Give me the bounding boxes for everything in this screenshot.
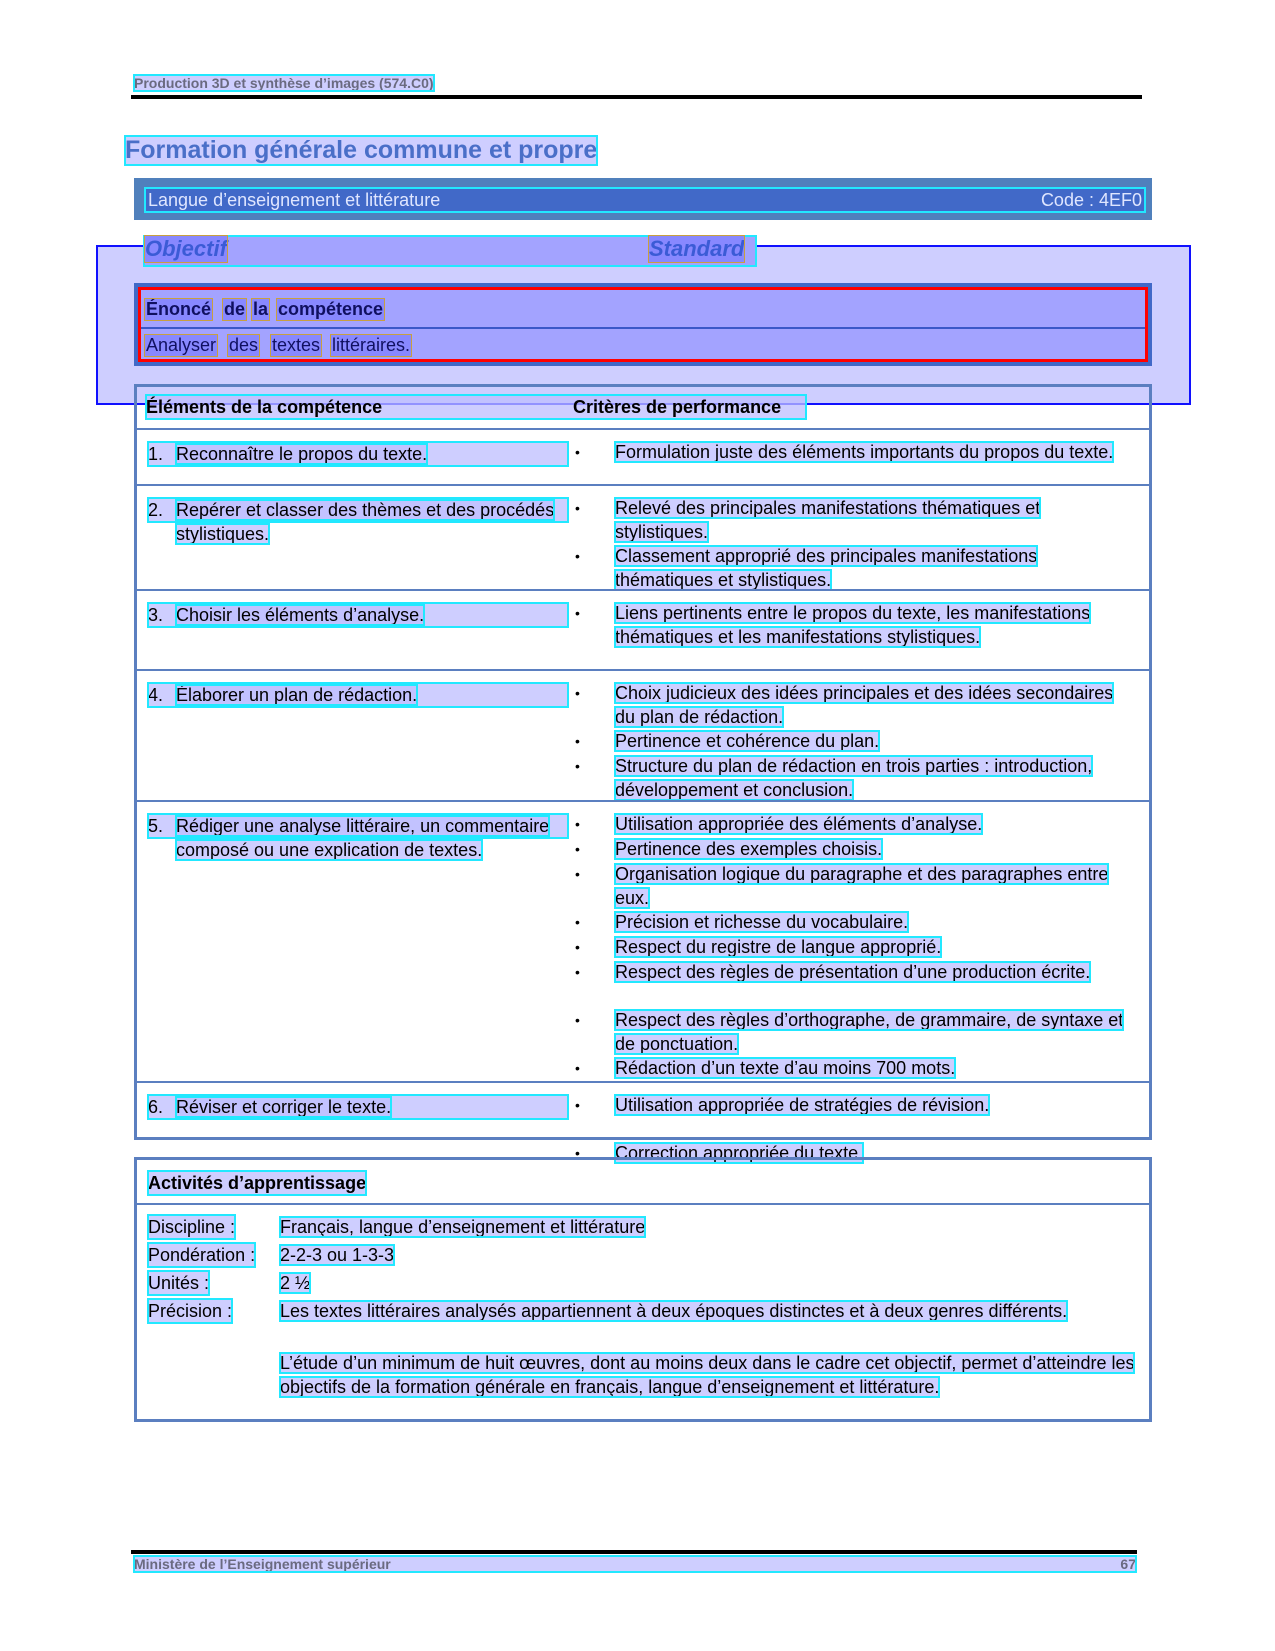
criterion-wrap <box>615 544 1135 592</box>
activities-box <box>134 1157 1152 1422</box>
criterion-wrap <box>615 440 1135 464</box>
activities-heading: Activités d’apprentissage <box>148 1173 367 1193</box>
criterion-wrap <box>615 862 1135 910</box>
criterion-wrap <box>615 837 1135 861</box>
competence-statement-word: littéraires. <box>332 335 411 355</box>
discipline-label: Discipline : <box>148 1217 236 1237</box>
element-text: Élaborer un plan de rédaction. <box>176 685 418 705</box>
criterion-wrap <box>615 681 1135 729</box>
course-bar <box>134 178 1152 220</box>
element-text: Reconnaître le propos du texte. <box>176 444 428 464</box>
activities-divider <box>137 1203 1149 1205</box>
element-number: 4. <box>148 683 568 707</box>
criterion-text: Pertinence des exemples choisis. <box>615 839 883 859</box>
criterion-wrap <box>615 1008 1135 1056</box>
unites-value: 2 ½ <box>280 1273 311 1293</box>
criterion-text: Liens pertinents entre le propos du texte, les manifestations thématiques et les manifestations stylistiques. <box>615 603 1091 647</box>
course-name: Langue d’enseignement et littérature <box>148 189 441 210</box>
criterion-text: Précision et richesse du vocabulaire. <box>615 912 909 932</box>
precision-text-2: L’étude d’un minimum de huit œuvres, dont au moins deux dans le cadre cet objectif, permet d’atteindre les objectifs de la formation générale en français, langue d’enseignement et littérature. <box>280 1353 1135 1397</box>
bullet-icon: • <box>575 548 580 564</box>
col-elements-header: Éléments de la compétence <box>146 397 383 417</box>
bullet-icon: • <box>575 605 580 621</box>
bullet-icon: • <box>575 758 580 774</box>
element-text-wrap <box>176 603 566 627</box>
precision-text-1: Les textes littéraires analysés appartiennent à deux époques distinctes et à deux genres différents. <box>280 1301 1068 1321</box>
criterion-text: Relevé des principales manifestations thématiques et stylistiques. <box>615 498 1041 542</box>
criterion-wrap <box>615 496 1135 544</box>
unites-label: Unités : <box>148 1273 210 1293</box>
bullet-icon: • <box>575 500 580 516</box>
col-criteria-header: Critères de performance <box>573 397 782 417</box>
header-rule <box>131 95 1142 99</box>
criterion-text: Structure du plan de rédaction en trois parties : introduction, développement et conclusion. <box>615 756 1093 800</box>
competence-box <box>134 283 1152 366</box>
criterion-wrap <box>615 1056 1135 1080</box>
course-code: Code : 4EF0 <box>1040 189 1142 210</box>
criterion-text: Respect des règles de présentation d’une production écrite. <box>615 962 1091 982</box>
table-row <box>137 1081 1149 1163</box>
criterion-wrap <box>615 601 1135 649</box>
footer-ministry: Ministère de l’Enseignement supérieur <box>134 1556 391 1572</box>
criterion-text: Choix judicieux des idées principales et des idées secondaires du plan de rédaction. <box>615 683 1114 727</box>
element-text: Réviser et corriger le texte. <box>176 1097 392 1117</box>
bullet-icon: • <box>575 444 580 460</box>
element-text-wrap <box>176 683 566 707</box>
standard-label: Standard <box>649 236 745 261</box>
competence-highlight <box>138 287 1148 362</box>
running-header: Production 3D et synthèse d’images (574.C0) <box>134 75 434 91</box>
section-title: Formation générale commune et propre <box>125 136 598 164</box>
criterion-wrap <box>615 910 1135 934</box>
element-text: Repérer et classer des thèmes et des procédés stylistiques. <box>176 500 555 544</box>
criterion-text: Correction appropriée du texte. <box>615 1143 864 1163</box>
competence-divider <box>141 327 1145 329</box>
footer-rule <box>131 1550 1137 1554</box>
criterion-wrap <box>615 729 1135 753</box>
competence-heading-word: Énoncé <box>146 299 212 319</box>
criterion-text: Formulation juste des éléments importants du propos du texte. <box>615 442 1114 462</box>
table-header <box>146 395 806 419</box>
precision-label: Précision : <box>148 1301 233 1321</box>
criterion-text: Utilisation appropriée des éléments d’analyse. <box>615 814 983 834</box>
element-text-wrap <box>176 442 566 466</box>
bullet-icon: • <box>575 841 580 857</box>
table-row <box>137 589 1149 671</box>
criterion-wrap <box>615 935 1135 959</box>
table-row <box>137 428 1149 486</box>
criterion-text: Pertinence et cohérence du plan. <box>615 731 880 751</box>
bullet-icon: • <box>575 1012 580 1028</box>
element-text-wrap <box>176 814 566 862</box>
ponderation-label: Pondération : <box>148 1245 256 1265</box>
bullet-icon: • <box>575 866 580 882</box>
bullet-icon: • <box>575 1060 580 1076</box>
bullet-icon: • <box>575 939 580 955</box>
footer <box>134 1556 1136 1572</box>
criterion-text: Utilisation appropriée de stratégies de révision. <box>615 1095 990 1115</box>
table-row <box>137 484 1149 591</box>
ponderation-value: 2-2-3 ou 1-3-3 <box>280 1245 395 1265</box>
competence-statement-word: textes <box>272 335 321 355</box>
competence-statement-word: Analyser <box>146 335 217 355</box>
competence-statement-word: des <box>229 335 259 355</box>
discipline-value: Français, langue d’enseignement et littérature <box>280 1217 646 1237</box>
competence-heading-word: de <box>224 299 246 319</box>
criterion-text: Respect des règles d’orthographe, de grammaire, de syntaxe et de ponctuation. <box>615 1010 1124 1054</box>
criterion-wrap <box>615 1093 1135 1117</box>
bullet-icon: • <box>575 1145 580 1161</box>
bullet-icon: • <box>575 1097 580 1113</box>
criterion-wrap <box>615 960 1135 984</box>
element-number: 2. <box>148 498 568 522</box>
criterion-text: Organisation logique du paragraphe et des paragraphes entre eux. <box>615 864 1109 908</box>
objective-label: Objectif <box>145 236 227 261</box>
criterion-text: Respect du registre de langue approprié. <box>615 937 942 957</box>
competence-heading-word: la <box>253 299 269 319</box>
element-text: Choisir les éléments d’analyse. <box>176 605 425 625</box>
competence-heading-word: compétence <box>278 299 384 319</box>
criterion-text: Rédaction d’un texte d’au moins 700 mots. <box>615 1058 956 1078</box>
element-text-wrap <box>176 498 566 546</box>
criterion-wrap <box>615 812 1135 836</box>
criterion-wrap <box>615 754 1135 802</box>
bullet-icon: • <box>575 914 580 930</box>
element-number: 6. <box>148 1095 568 1119</box>
bullet-icon: • <box>575 733 580 749</box>
page-number: 67 <box>1120 1556 1136 1572</box>
element-number: 5. <box>148 814 568 838</box>
criterion-text: Classement approprié des principales manifestations thématiques et stylistiques. <box>615 546 1038 590</box>
bullet-icon: • <box>575 964 580 980</box>
bullet-icon: • <box>575 816 580 832</box>
element-text: Rédiger une analyse littéraire, un commentaire composé ou une explication de textes. <box>176 816 550 860</box>
competence-table <box>134 384 1152 1163</box>
table-row <box>137 669 1149 802</box>
table-row <box>137 800 1149 1083</box>
element-text-wrap <box>176 1095 566 1119</box>
bullet-icon: • <box>575 685 580 701</box>
element-number: 1. <box>148 442 568 466</box>
element-number: 3. <box>148 603 568 627</box>
